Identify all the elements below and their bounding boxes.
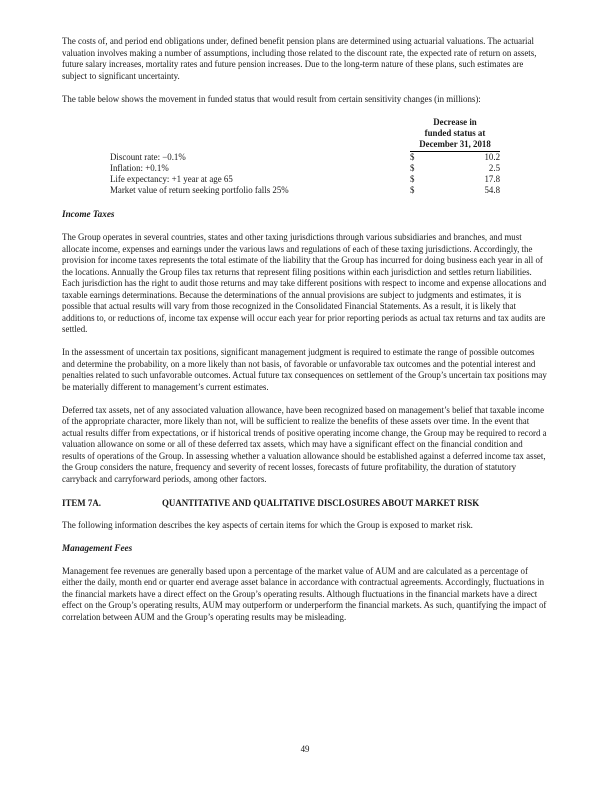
row-label: Discount rate: −0.1% <box>110 151 186 162</box>
pension-paragraph: The costs of, and period end obligations under, defined benefit pension plans are determined using actuarial valuations. The actuarial valuation involves making a number of assumptions, including those related to the discount rate, the expected rate of return on assets, future salary increases, mortality rates and future pension increases. Due to the long-term nature of these plans, such estimates are subject to significant uncertainty. <box>62 36 537 81</box>
item-number: ITEM 7A. <box>62 498 101 508</box>
sensitivity-table <box>110 117 500 196</box>
management-fees-heading: Management Fees <box>62 542 133 553</box>
row-value: 2.5 <box>488 163 500 173</box>
row-label: Life expectancy: +1 year at age 65 <box>110 174 233 184</box>
income-taxes-heading: Income Taxes <box>62 209 115 219</box>
row-label: Market value of return seeking portfolio falls 25% <box>110 185 289 195</box>
row-value: 17.8 <box>484 174 500 184</box>
currency-sign: $ <box>410 152 415 162</box>
income-taxes-paragraph-2: In the assessment of uncertain tax positions, significant management judgment is required to estimate the range of possible outcomes and determine the probability, on a more likely than not basis, of favorable or unfavorable tax outcomes and the potential interest and penalties related to such unfavorable outcomes. Actual future tax consequences on settlement of the Group’s uncertain tax positions may be materially different to management’s current estimates. <box>62 347 547 392</box>
row-value: 54.8 <box>484 185 500 195</box>
item-heading <box>62 498 548 508</box>
table-row <box>110 185 500 196</box>
management-fees-paragraph: Management fee revenues are generally based upon a percentage of the market value of AUM and are calculated as a percentage of either the daily, month end or quarter end average asset balance in accordance with contractual agreements. Accordingly, fluctuations in the financial markets have a direct effect on the Group’s operating results. Although fluctuations in the financial markets have a direct effect on the Group’s operating results, AUM may outperform or underperform the financial markets. As such, quantifying the impact of correlation between AUM and the Group’s operating results may be misleading. <box>62 565 547 622</box>
table-row <box>110 174 500 185</box>
income-taxes-paragraph-1: The Group operates in several countries, states and other taxing jurisdictions through various subsidiaries and branches, and must allocate income, expenses and earnings under the various laws and regulations of each of these taxing jurisdictions. Accordingly, the provision for income taxes represents the total estimate of the liability that the Group has incurred for doing business each year in all of the locations. Annually the Group files tax returns that represent filing positions within each jurisdiction and settles return liabilities. Each jurisdiction has the right to audit those returns and may take different positions with respect to income and expense allocations and taxable earnings determinations. Because the determinations of the annual provisions are subject to judgments and estimates, it is possible that actual results will vary from those recognized in the Consolidated Financial Statements. As a result, it is likely that additions to, or reductions of, income tax expense will occur each year for prior reporting periods as actual tax returns and tax audits are settled. <box>62 232 547 334</box>
sensitivity-intro: The table below shows the movement in funded status that would result from certain sensitivity changes (in millions): <box>62 93 481 104</box>
currency-sign: $ <box>410 163 415 173</box>
table-row <box>110 163 500 174</box>
currency-sign: $ <box>410 185 415 195</box>
row-value: 10.2 <box>484 152 500 162</box>
row-label: Inflation: +0.1% <box>110 163 169 173</box>
income-taxes-paragraph-3: Deferred tax assets, net of any associated valuation allowance, have been recognized based on management’s belief that taxable income of the appropriate character, more likely than not, will be sufficient to realize the benefits of these assets over time. In the event that actual results differ from expectations, or if historical trends of positive operating income change, the Group may be required to record a valuation allowance on some or all of these deferred tax assets, which may have a significant effect on the financial condition and results of operations of the Group. In assessing whether a valuation allowance should be established against a deferred income tax asset, the Group considers the nature, frequency and severity of recent losses, forecasts of future profitability, the duration of statutory carryback and carryforward periods, among other factors. <box>62 404 547 484</box>
document-page <box>62 36 548 623</box>
market-risk-intro: The following information describes the key aspects of certain items for which the Group is exposed to market risk. <box>62 519 473 530</box>
currency-sign: $ <box>410 174 415 184</box>
table-header: Decrease in funded status at December 31, 2018 <box>410 117 500 152</box>
page-number: 49 <box>300 744 310 754</box>
item-title: QUANTITATIVE AND QUALITATIVE DISCLOSURES ABOUT MARKET RISK <box>162 498 480 508</box>
table-row <box>110 152 500 164</box>
